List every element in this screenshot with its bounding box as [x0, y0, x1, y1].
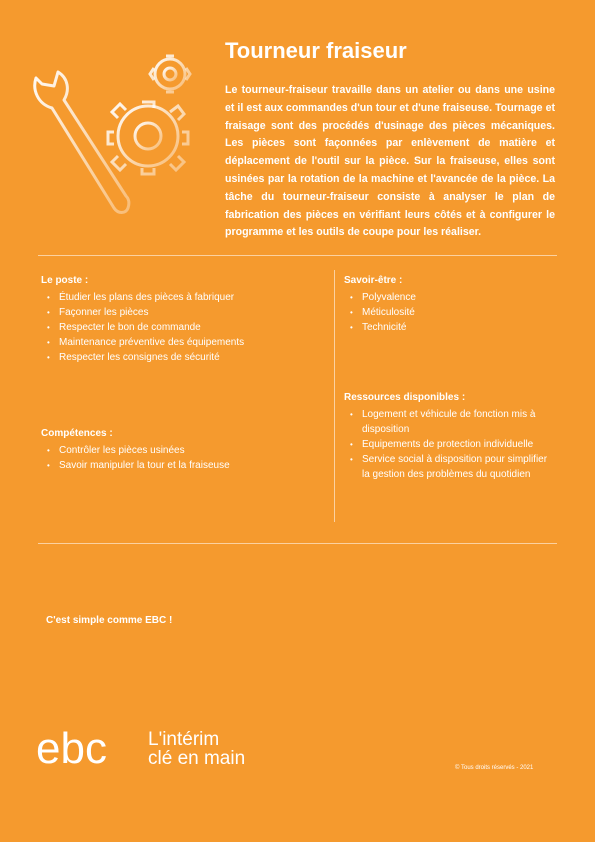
list-item: • Service social à disposition pour simplifier la gestion des problèmes du quotidien [362, 452, 549, 482]
divider-bottom [38, 543, 557, 544]
list-item: • Logement et véhicule de fonction mis à disposition [362, 407, 549, 437]
list-item: • Polyvalence [362, 290, 554, 305]
logo-text: ebc [36, 727, 107, 769]
savoir-etre-heading: Savoir-être : [344, 275, 403, 286]
copyright: © Tous droits réservés - 2021 [455, 765, 534, 771]
section-savoir-etre [344, 275, 554, 335]
section-ressources [344, 392, 549, 482]
list-item: • Respecter le bon de commande [59, 320, 321, 335]
divider-top [38, 255, 557, 256]
divider-vertical [334, 270, 335, 522]
list-item: • Maintenance préventive des équipements [59, 335, 321, 350]
logo-line-1: L'intérim [148, 729, 220, 750]
list-item: • Méticulosité [362, 305, 554, 320]
list-item: • Contrôler les pièces usinées [59, 443, 321, 458]
list-item: • Savoir manipuler la tour et la fraiseuse [59, 458, 321, 473]
page-title: Tourneur fraiseur [225, 38, 407, 63]
list-item: • Respecter les consignes de sécurité [59, 350, 321, 365]
section-competences [41, 428, 321, 473]
list-item: • Equipements de protection individuelle [362, 437, 549, 452]
logo-line-2: clé en main [148, 748, 246, 769]
list-item: • Technicité [362, 320, 554, 335]
section-le-poste [41, 275, 321, 365]
logo-tagline [148, 730, 245, 768]
intro-paragraph: Le tourneur-fraiseur travaille dans un atelier ou dans une usine et il est aux commandes d'un tour et d'une fraiseuse. Tournage et fraisage sont des procédés d'usinage des pièces mécaniques. Les pièces sont façonnées par enlèvement de matière et déplacement de l'outil sur la pièce. Sur la fraiseuse, elles sont usinées par la rotation de la machine et l'avancée de la pièce. La tâche du tourneur-fraiseur consiste à analyser le plan de fabrication des pièces en vérifiant leurs côtés et à configurer le programme et les outils de coupe pour les réaliser. [225, 84, 555, 239]
ebc-logo [36, 727, 146, 769]
tagline: C'est simple comme EBC ! [46, 615, 173, 626]
competences-heading: Compétences : [41, 428, 113, 439]
ressources-heading: Ressources disponibles : [344, 392, 466, 403]
list-item: • Façonner les pièces [59, 305, 321, 320]
le-poste-heading: Le poste : [41, 275, 89, 286]
wrench-gears-icon [30, 38, 210, 228]
list-item: • Étudier les plans des pièces à fabriquer [59, 290, 321, 305]
